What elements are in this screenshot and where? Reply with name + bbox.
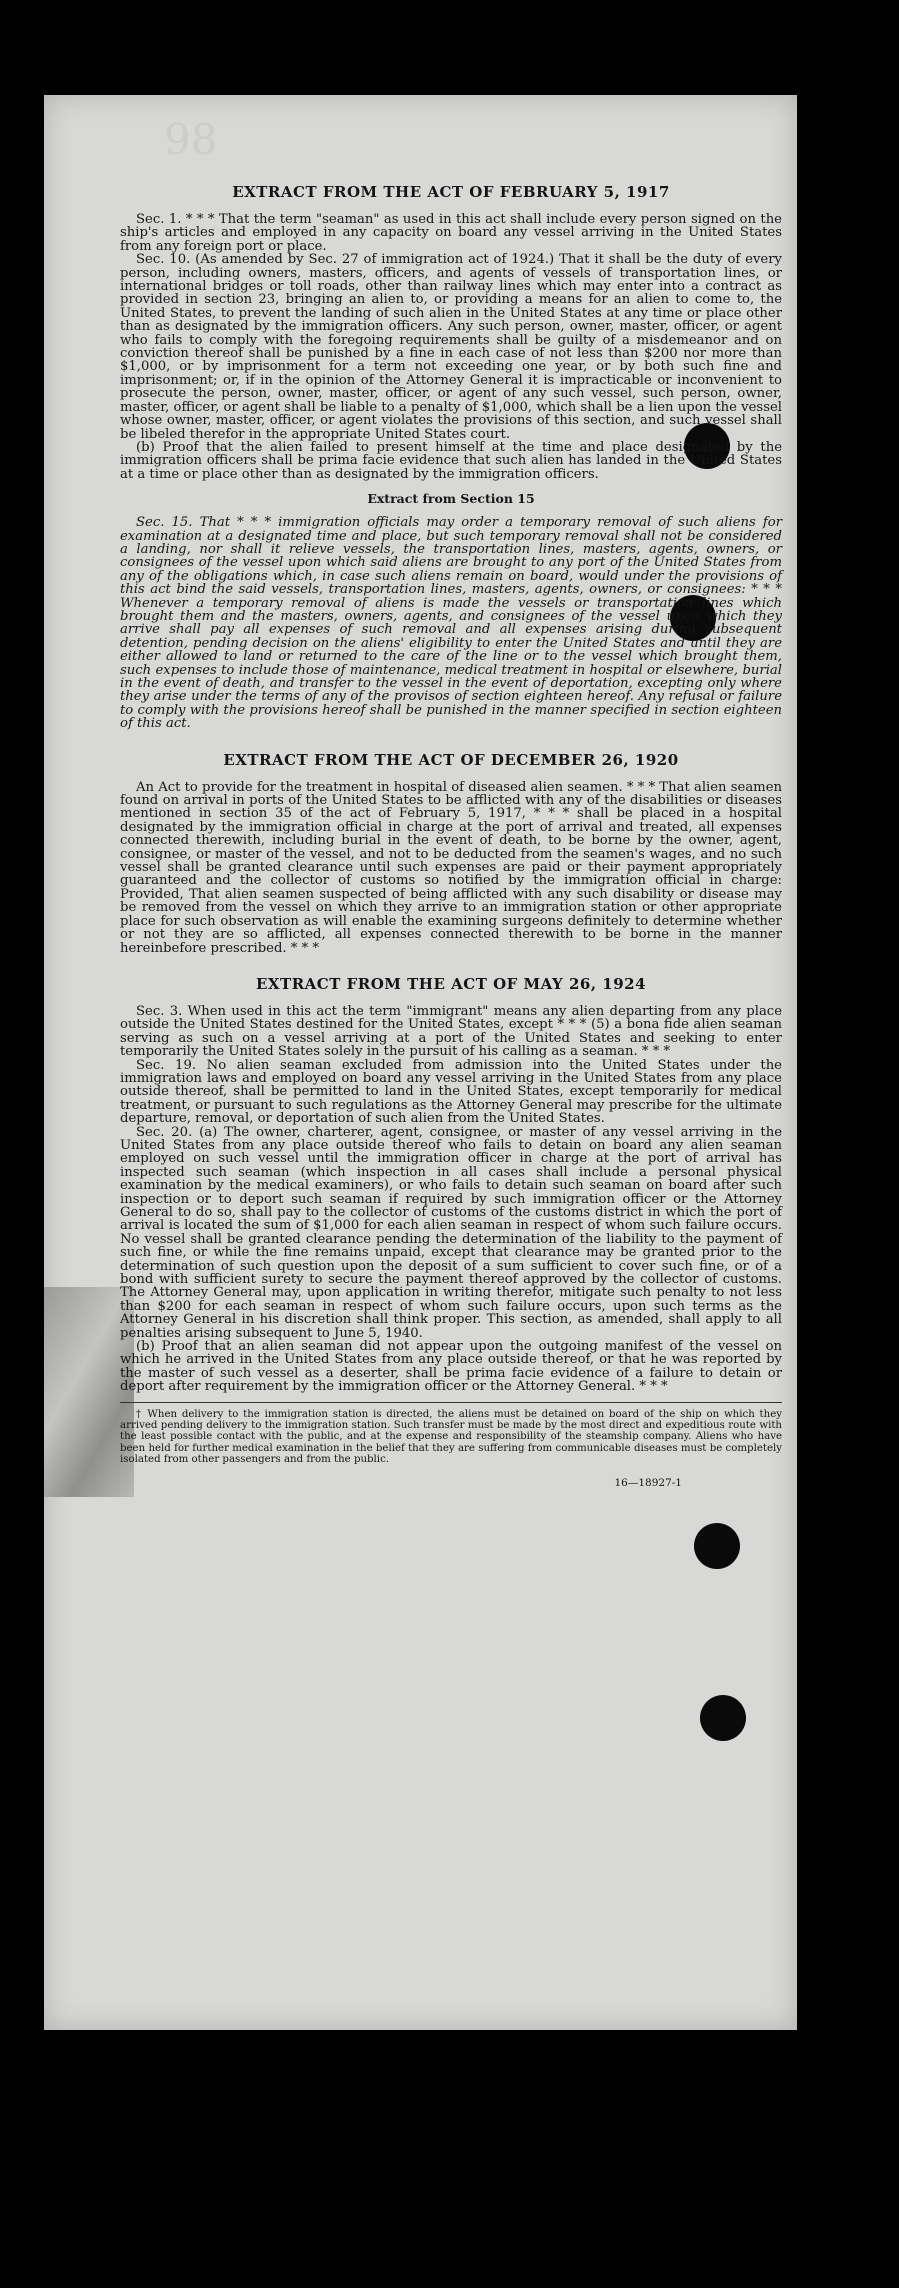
footnote-divider [120, 1402, 782, 1403]
section-20-text: Sec. 20. (a) The owner, charterer, agent, consignee, or master of any vessel arriving in the United States from any place outside thereof who fails to detain on board any alien seaman employed on such vessel until the immigration officer in charge at the port of arrival has inspected such seaman (which inspection in all cases shall include a personal physical examination by the medical examiners), or who fails to detain such seaman on board after such inspection or to deport such seaman if required by such immigration officer or the Attorney General to do so, shall pay to the collector of customs of the customs district in which the port of arrival is located the sum of $1,000 for each alien seaman in respect of whom such failure occurs. No vessel shall be granted clearance pending the determination of the liability to the payment of such fine, or while the fine remains unpaid, except that clearance may be granted prior to the determination of such question upon the deposit of a sum sufficient to cover such fine, or of a bond with sufficient surety to secure the payment thereof approved by the collector of customs. The Attorney General may, upon application in writing therefor, mitigate such penalty to not less than $200 for each seaman in respect of whom such failure occurs, upon such terms as the Attorney General in his discretion shall think proper. This section, as amended, shall apply to all penalties arising subsequent to June 5, 1940. [120, 1124, 782, 1341]
heading-act-1917: EXTRACT FROM THE ACT OF FEBRUARY 5, 1917 [232, 183, 670, 201]
heading-act-1924: EXTRACT FROM THE ACT OF MAY 26, 1924 [255, 974, 647, 993]
section-10-text: Sec. 10. (As amended by Sec. 27 of immigration act of 1924.) That it shall be the duty of every person, including owners, masters, officers, and agents of vessels of transportation lines, or international bridges or toll roads, other than railway lines which may enter into a contract as provided in section 23, bringing an alien to, or providing a means for an alien to come to, the United States, to prevent the landing of such alien in the United States at any time or place other than as designated by the immigration officers. Any such person, owner, master, officer, or agent who fails to comply with the foregoing requirements shall be guilty of a misdemeanor and on conviction thereof shall be punished by a fine in each case of not less than $200 nor more than $1,000, or by imprisonment for a term not exceeding one year, or by both such fine and imprisonment; or, if in the opinion of the Attorney General it is impracticable or inconvenient to prosecute the person, owner, master, officer, or agent of any such vessel, such person, owner, master, officer, or agent shall be liable to a penalty of $1,000, which shall be a lien upon the vessel whose owner, master, officer, or agent violates the provisions of this section, and such vessel shall be libeled therefor in the appropriate United States court. [120, 252, 782, 442]
section-15-text: Sec. 15. That * * * immigration officials may order a temporary removal of such aliens for examination at a designated time and place, but such temporary removal shall not be considered a landing, nor shall it relieve vessels, the transportation lines, masters, agents, owners, or consignees of the vessel upon which said aliens are brought to any port of the United States from any of the obligations which, in case such aliens remain on board, would under the provisions of this act bind the said vessels, transportation lines, masters, agents, owners, or consignees: * * * Whenever a temporary removal of aliens is made the vessels or transportation lines which brought them and the masters, owners, agents, and consignees of the vessel upon which they arrive shall pay all expenses of such removal and all expenses arising during subsequent detention, pending decision on the aliens' eligibility to enter the United States and until they are either allowed to land or returned to the care of the line or to the vessel which brought them, such expenses to include those of maintenance, medical treatment in hospital or elsewhere, burial in the event of death, and transfer to the vessel in the event of deportation, excepting only where they arise under the terms of any of the provisos of section eighteen hereof. Any refusal or failure to comply with the provisions hereof shall be punished in the manner specified in section eighteen of this act. [120, 515, 782, 732]
document-body [120, 175, 782, 1489]
section-20b-text: (b) Proof that an alien seaman did not appear upon the outgoing manifest of the vessel on which he arrived in the United States from any place outside thereof, or that he was reported by the master of such vessel as a deserter, shall be prima facie evidence of a failure to detain or deport after requirement by the immigration officer or the Attorney General. * * * [120, 1339, 782, 1395]
faded-page-mark: 98 [164, 115, 218, 164]
section-3-text: Sec. 3. When used in this act the term "immigrant" means any alien departing from any place outside the United States destined for the United States, except * * * (5) a bona fide alien seaman serving as such on a vessel arriving at a port of the United States and seeking to enter temporarily the United States solely in the pursuit of his calling as a seaman. * * * [120, 1003, 782, 1060]
section-19-text: Sec. 19. No alien seaman excluded from admission into the United States under the immigration laws and employed on board any vessel arriving in the United States from any place outside thereof, shall be permitted to land in the United States, except temporarily for medical treatment, or pursuant to such regulations as the Attorney General may prescribe for the ultimate departure, removal, or deportation of such alien from the United States. [120, 1057, 782, 1127]
act-1920-text: An Act to provide for the treatment in hospital of diseased alien seamen. * * * That alien seamen found on arrival in ports of the United States to be afflicted with any of the disabilities or diseases mentioned in section 35 of the act of February 5, 1917, * * * shall be placed in a hospital designated by the immigration official in charge at the port of arrival and treated, all expenses connected therewith, including burial in the event of death, to be borne by the owner, agent, consignee, or master of the vessel, and not to be deducted from the seamen's wages, and no such vessel shall be granted clearance until such expenses are paid or their payment appropriately guaranteed and the collector of customs so notified by the immigration official in charge: Provided, That alien seamen suspected of being afflicted with any such disability or disease may be removed from the vessel on which they arrive to an immigration station or other appropriate place for such observation as will enable the examining surgeons definitely to determine whether or not they are so afflicted, all expenses connected therewith to be borne in the manner hereinbefore prescribed. * * * [120, 779, 782, 956]
heading-act-1920: EXTRACT FROM THE ACT OF DECEMBER 26, 1920 [223, 750, 679, 769]
footnote-text: † When delivery to the immigration station is directed, the aliens must be detained on board of the ship on which they arrived pending delivery to the immigration station. Such transfer must be made by the most direct and expeditious route with the least possible contact with the public, and at the expense and responsibility of the steamship company. Aliens who have been held for further medical examination in the belief that they are suffering from communicable diseases must be completely isolated from other passengers and from the public. [120, 1408, 782, 1465]
document-page [44, 95, 797, 2030]
form-number: 16—18927-1 [614, 1477, 682, 1490]
heading-section-15: Extract from Section 15 [367, 491, 535, 507]
punch-hole [700, 1695, 746, 1741]
punch-hole [694, 1523, 740, 1569]
section-1-text: Sec. 1. * * * That the term "seaman" as used in this act shall include every person signed on the ship's articles and employed in any capacity on board any vessel arriving in the United States from any foreign port or place. [120, 212, 782, 254]
section-10b-text: (b) Proof that the alien failed to present himself at the time and place designated by the immigration officers shall be prima facie evidence that such alien has landed in the United States at a time or place other than as designated by the immigration officers. [120, 439, 782, 482]
